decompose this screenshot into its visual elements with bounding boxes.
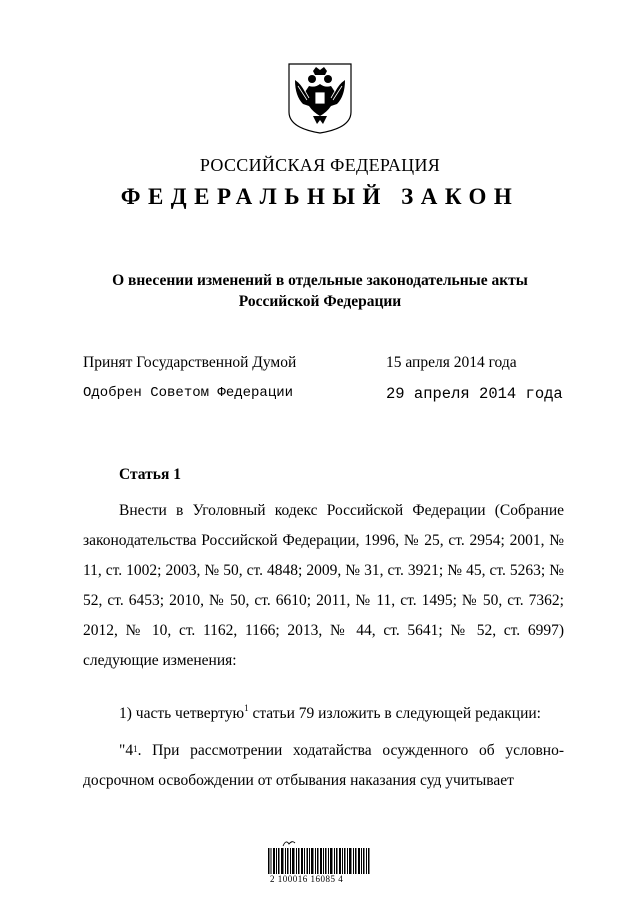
council-approval-label: Одобрен Советом Федерации	[83, 385, 294, 401]
law-type-title: ФЕДЕРАЛЬНЫЙ ЗАКОН	[120, 184, 520, 209]
quoted-text: "$4^1$. При рассмотрении ходатайства осужденного об условно-досрочном освобождении от отбывания наказания суд учитывает	[83, 742, 564, 789]
superscript: 1	[244, 703, 249, 713]
handwritten-mark	[282, 838, 296, 848]
country-title: РОССИЙСКАЯ ФЕДЕРАЦИЯ	[199, 155, 441, 175]
article-item-1: 1) часть четвертую$^1$ статьи 79 изложить в следующей редакции:	[119, 703, 541, 722]
article-paragraph: Внести в Уголовный кодекс Российской Федерации (Собрание законодательства Российской Федерации, 1996, № 25, ст. 2954; 2001, № 11, ст. 1002; 2003, № 50, ст. 4848; 2009, № 31, ст. 3921; № 45, ст. 5263; № 52, ст. 6453; 2010, № 50, ст. 6610; 2011, № 11, ст. 1495; № 50, ст. 7362; 2012, № 10, ст. 1162, 1166; 2013, № 44, ст. 5641; № 52, ст. 6997) следующие изменения:	[83, 502, 564, 669]
coat-of-arms-emblem	[287, 62, 353, 134]
barcode-number: 2 100016 16085 4	[270, 874, 344, 884]
superscript: 1	[133, 744, 138, 754]
article-heading: Статья 1	[119, 466, 181, 483]
law-subject-line1: О внесении изменений в отдельные законодательные акты	[112, 272, 528, 289]
duma-adoption-label: Принят Государственной Думой	[83, 354, 297, 371]
article-body	[83, 496, 564, 676]
law-subject	[0, 270, 640, 312]
council-approval-date: 29 апреля 2014 года	[386, 385, 563, 403]
barcode	[268, 848, 370, 874]
duma-adoption-date: 15 апреля 2014 года	[386, 354, 517, 371]
law-subject-line2: Российской Федерации	[238, 293, 402, 310]
